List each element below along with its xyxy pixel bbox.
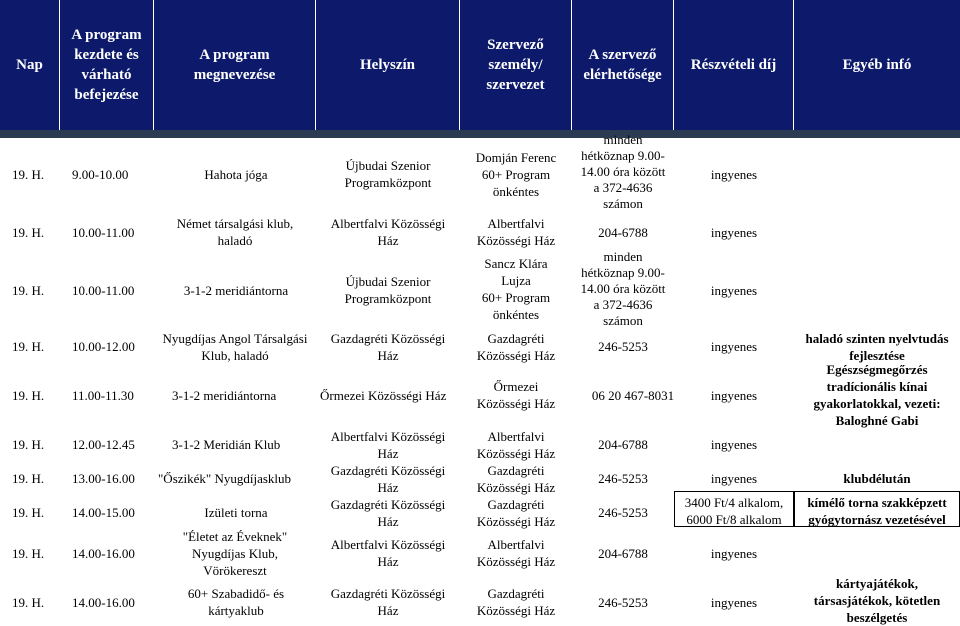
row-2-contact: 204-6788 bbox=[598, 225, 648, 240]
header-contact: A szervező elérhetősége bbox=[572, 0, 674, 130]
row-7-fee: ingyenes bbox=[710, 471, 758, 486]
row-9-program: "Életet az Éveknek" Nyugdíjas Klub, Vörökereszt bbox=[182, 529, 288, 578]
row-8-contact: 246-5253 bbox=[598, 505, 648, 520]
row-9-time: 14.00-16.00 bbox=[72, 546, 135, 561]
row-10-time: 14.00-16.00 bbox=[72, 595, 135, 610]
row-3-program: 3-1-2 meridiántorna bbox=[183, 283, 289, 298]
row-10-day: 19. H. bbox=[12, 595, 45, 610]
row-7-contact: 246-5253 bbox=[598, 471, 648, 486]
row-6-day: 19. H. bbox=[12, 437, 45, 452]
row-4-contact: 246-5253 bbox=[598, 339, 648, 354]
header-place: Helyszín bbox=[316, 0, 460, 130]
row-1-place: Újbudai Szenior Programközpont bbox=[344, 158, 432, 190]
row-9-contact: 204-6788 bbox=[598, 546, 648, 561]
row-6-organizer: Albertfalvi Közösségi Ház bbox=[476, 429, 556, 461]
row-9-place: Albertfalvi Közösségi Ház bbox=[330, 537, 446, 569]
row-3-organizer: Sancz Klára Lujza 60+ Program önkéntes bbox=[481, 256, 551, 322]
row-2-organizer: Albertfalvi Közösségi Ház bbox=[476, 216, 556, 248]
row-5-organizer: Őrmezei Közösségi Ház bbox=[476, 379, 556, 411]
table-header bbox=[0, 0, 960, 130]
row-8-info: kímélő torna szakképzett gyógytornász vezetésével bbox=[807, 495, 947, 527]
row-7-info: klubdélután bbox=[843, 471, 911, 486]
row-6-contact: 204-6788 bbox=[598, 437, 648, 452]
row-9-day: 19. H. bbox=[12, 546, 45, 561]
row-1-day: 19. H. bbox=[12, 167, 45, 182]
row-5-fee: ingyenes bbox=[710, 388, 758, 403]
header-day: Nap bbox=[0, 0, 60, 130]
row-9-organizer: Albertfalvi Közösségi Ház bbox=[476, 537, 556, 569]
row-7-time: 13.00-16.00 bbox=[72, 471, 135, 486]
header-info: Egyéb infó bbox=[794, 0, 960, 130]
row-5-program: 3-1-2 meridiántorna bbox=[172, 388, 277, 403]
row-3-day: 19. H. bbox=[12, 283, 45, 298]
row-4-time: 10.00-12.00 bbox=[72, 339, 135, 354]
row-8-program: Izületi torna bbox=[204, 505, 268, 520]
row-4-info: haladó szinten nyelvtudás fejlesztése bbox=[805, 331, 949, 363]
header-band bbox=[0, 130, 960, 138]
header-fee: Részvételi díj bbox=[674, 0, 794, 130]
row-2-day: 19. H. bbox=[12, 225, 45, 240]
row-3-time: 10.00-11.00 bbox=[72, 283, 135, 298]
row-5-info: Egészségmegőrzés tradícionális kínai gyakorlatokkal, vezeti: Baloghné Gabi bbox=[813, 362, 941, 428]
row-5-contact: 06 20 467-8031 bbox=[591, 388, 675, 403]
row-8-place: Gazdagréti Közösségi Ház bbox=[330, 497, 446, 529]
row-8-fee: 3400 Ft/4 alkalom, 6000 Ft/8 alkalom bbox=[684, 495, 784, 527]
row-1-time: 9.00-10.00 bbox=[72, 167, 129, 182]
row-5-day: 19. H. bbox=[12, 388, 45, 403]
row-7-place: Gazdagréti Közösségi Ház bbox=[330, 463, 446, 495]
row-1-program: Hahota jóga bbox=[204, 167, 268, 182]
row-10-contact: 246-5253 bbox=[598, 595, 648, 610]
row-1-organizer: Domján Ferenc 60+ Program önkéntes bbox=[475, 150, 557, 199]
row-8-day: 19. H. bbox=[12, 505, 45, 520]
row-6-place: Albertfalvi Közösségi Ház bbox=[330, 429, 446, 461]
row-2-time: 10.00-11.00 bbox=[72, 225, 135, 240]
row-4-fee: ingyenes bbox=[710, 339, 758, 354]
row-7-organizer: Gazdagréti Közösségi Ház bbox=[476, 463, 556, 495]
row-8-organizer: Gazdagréti Közösségi Ház bbox=[476, 497, 556, 529]
row-4-organizer: Gazdagréti Közösségi Ház bbox=[476, 331, 556, 363]
row-2-fee: ingyenes bbox=[710, 225, 758, 240]
header-organizer: Szervező személy/ szervezet bbox=[460, 0, 572, 130]
row-1-fee: ingyenes bbox=[710, 167, 758, 182]
row-8-time: 14.00-15.00 bbox=[72, 505, 135, 520]
row-6-fee: ingyenes bbox=[710, 437, 758, 452]
header-time: A program kezdete és várható befejezése bbox=[60, 0, 154, 130]
row-6-time: 12.00-12.45 bbox=[72, 437, 135, 452]
row-7-day: 19. H. bbox=[12, 471, 45, 486]
row-2-program: Német társalgási klub, haladó bbox=[176, 216, 294, 248]
row-5-place: Őrmezei Közösségi Ház bbox=[320, 388, 447, 403]
row-10-program: 60+ Szabadidő- és kártyaklub bbox=[187, 586, 285, 618]
row-2-place: Albertfalvi Közösségi Ház bbox=[330, 216, 446, 248]
row-10-place: Gazdagréti Közösségi Ház bbox=[330, 586, 446, 618]
row-10-fee: ingyenes bbox=[710, 595, 758, 610]
row-5-time: 11.00-11.30 bbox=[72, 388, 134, 403]
row-4-place: Gazdagréti Közösségi Ház bbox=[330, 331, 446, 363]
row-3-place: Újbudai Szenior Programközpont bbox=[344, 274, 432, 306]
row-1-contact: minden hétköznap 9.00- 14.00 óra között a 372-4636 számon bbox=[580, 132, 666, 211]
row-7-program: "Őszikék" Nyugdíjasklub bbox=[158, 471, 292, 486]
row-10-info: kártyajátékok, társasjátékok, kötetlen beszélgetés bbox=[813, 576, 941, 625]
row-6-program: 3-1-2 Meridián Klub bbox=[172, 437, 281, 452]
row-4-day: 19. H. bbox=[12, 339, 45, 354]
row-3-contact: minden hétköznap 9.00- 14.00 óra között a 372-4636 számon bbox=[580, 249, 666, 328]
header-program: A program megnevezése bbox=[154, 0, 316, 130]
row-9-fee: ingyenes bbox=[710, 546, 758, 561]
row-4-program: Nyugdíjas Angol Társalgási Klub, haladó bbox=[162, 331, 308, 363]
row-3-fee: ingyenes bbox=[710, 283, 758, 298]
row-10-organizer: Gazdagréti Közösségi Ház bbox=[476, 586, 556, 618]
